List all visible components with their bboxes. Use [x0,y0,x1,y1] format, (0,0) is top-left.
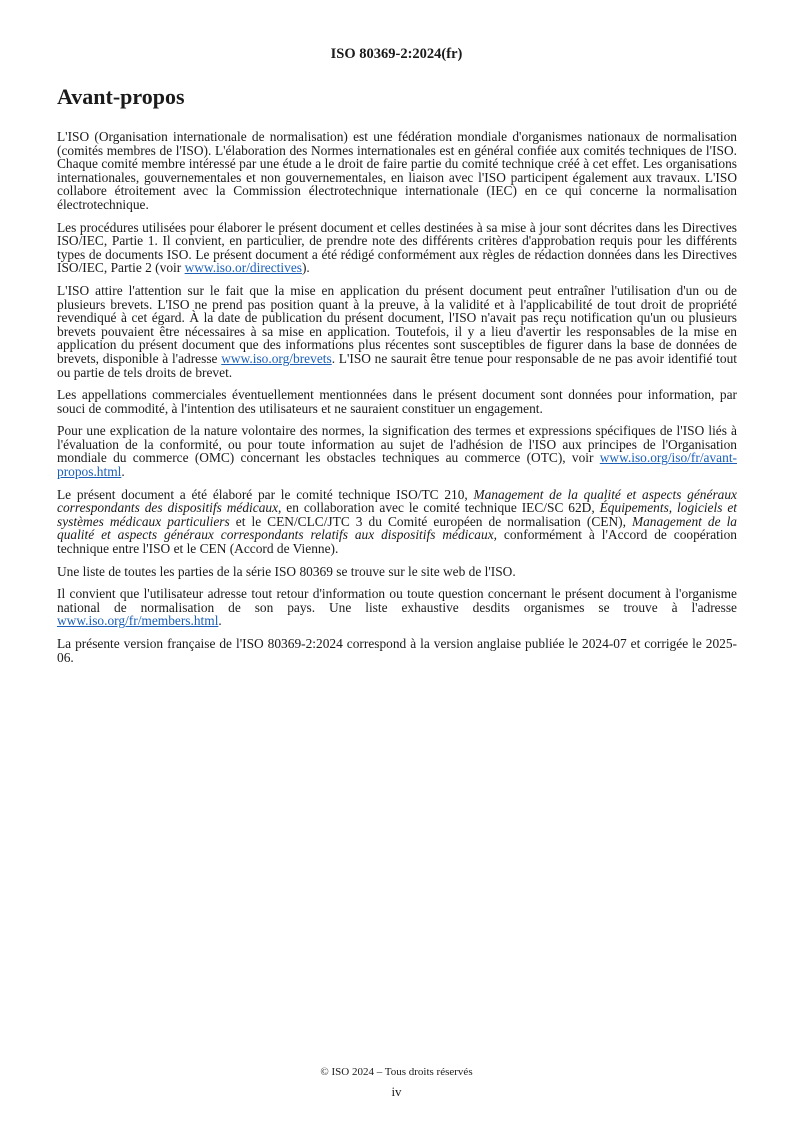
page-title: Avant-propos [57,84,185,109]
paragraph-feedback [57,587,737,628]
paragraph-text: ). [301,260,310,276]
paragraph-iso-intro: L'ISO (Organisation internationale de normalisation) est une fédération mondiale d'organismes nationaux de normalisation (comités membres de l'ISO). L'élaboration des Normes internationales est en général confiée aux comités techniques de l'ISO. Chaque comité membre intéressé par une étude a le droit de faire partie du comité technique créé à cet effet. Les organisations internationales, gouvernementales et non gouvernementales, en liaison avec l'ISO participent également aux travaux. L'ISO collabore étroitement avec la Commission électrotechnique internationale (IEC) en ce qui concerne la normalisation électrotechnique. [57,129,737,212]
directives-link[interactable]: www.iso.or/directives [184,260,302,276]
paragraph-text: Pour une explication de la nature volontaire des normes, la signification des termes et expressions spécifiques de l'ISO liés à l'évaluation de la conformité, ou pour toute information au sujet de l'adhésion de l'ISO aux principes de l'Organisation mondiale du commerce (OMC) concernant les obstacles techniques au commerce (OTC), voir [57,423,737,466]
committee-title-iec: Équipements, logiciels et systèmes médicaux particuliers [57,500,737,529]
members-link[interactable]: www.iso.org/fr/members.html [57,613,219,629]
paragraph-series-list: Une liste de toutes les parties de la série ISO 80369 se trouve sur le site web de l'ISO. [57,563,516,579]
committee-title-cen: Management de la qualité et aspects généraux correspondants relatifs aux dispositifs médicaux, [57,513,737,543]
paragraph-text: conformément à l'Accord de coopération technique entre l'ISO et le CEN (Accord de Vienne). [57,527,737,557]
paragraph-trade-names: Les appellations commerciales éventuellement mentionnées dans le présent document sont données pour information, par souci de commodité, à l'intention des utilisateurs et ne sauraient constituer un engagement. [57,387,737,416]
paragraph-patents [57,284,737,379]
copyright-footer: © ISO 2024 – Tous droits réservés [320,1066,473,1078]
patents-link[interactable]: www.iso.org/brevets [221,350,332,366]
paragraph-text: Le présent document a été élaboré par le comité technique ISO/TC 210, [57,486,474,502]
paragraph-committee [57,488,737,556]
document-id-header: ISO 80369-2:2024(fr) [330,46,463,62]
foreword-body [57,130,737,673]
paragraph-text: , en collaboration avec le comité technique IEC/SC 62D, [278,500,600,516]
paragraph-text: . [218,613,222,629]
paragraph-text: Il convient que l'utilisateur adresse tout retour d'information ou toute question concernant le présent document à l'organisme national de normalisation de son pays. Une liste exhaustive desdits organismes se trouve à l'adresse [57,586,737,615]
paragraph-voluntary-nature [57,424,737,478]
paragraph-text: . [121,464,125,480]
paragraph-text: . L'ISO ne saurait être tenue pour responsable de ne pas avoir identifié tout ou partie de tels droits de brevet. [57,350,738,380]
paragraph-text: L'ISO attire l'attention sur le fait que la mise en application du présent document peut entraîner l'utilisation d'un ou de plusieurs brevets. L'ISO ne prend pas position quant à la preuve, à la validité et à l'applicabilité de tout droit de propriété revendiqué à cet égard. À la date de publication du présent document, l'ISO n'avait pas reçu notification qu'un ou plusieurs brevets pouvaient être nécessaires à sa mise en application. Toutefois, il y a lieu d'avertir les responsables de la mise en application du présent document que des informations plus récentes sont susceptibles de figurer dans la base de données de brevets, disponible à l'adresse [57,282,737,366]
paragraph-text: et le CEN/CLC/JTC 3 du Comité européen de normalisation (CEN), [229,513,632,529]
committee-title-iso: Management de la qualité et aspects généraux correspondants des dispositifs médicaux [57,486,737,516]
page-number: iv [391,1084,402,1099]
paragraph-procedures [57,221,737,275]
foreword-link[interactable]: www.iso.org/iso/fr/avant-propos.html [57,450,737,480]
paragraph-text: Les procédures utilisées pour élaborer le présent document et celles destinées à sa mise à jour sont décrites dans les Directives ISO/IEC, Partie 1. Il convient, en particulier, de prendre note des différents critères d'approbation requis pour les différents types de documents ISO. Le présent document a été rédigé conformément aux règles de rédaction données dans les Directives ISO/IEC, Partie 2 (voir [57,219,737,276]
paragraph-french-version: La présente version française de l'ISO 80369-2:2024 correspond à la version anglaise publiée le 2024-07 et corrigée le 2025-06. [57,636,737,665]
